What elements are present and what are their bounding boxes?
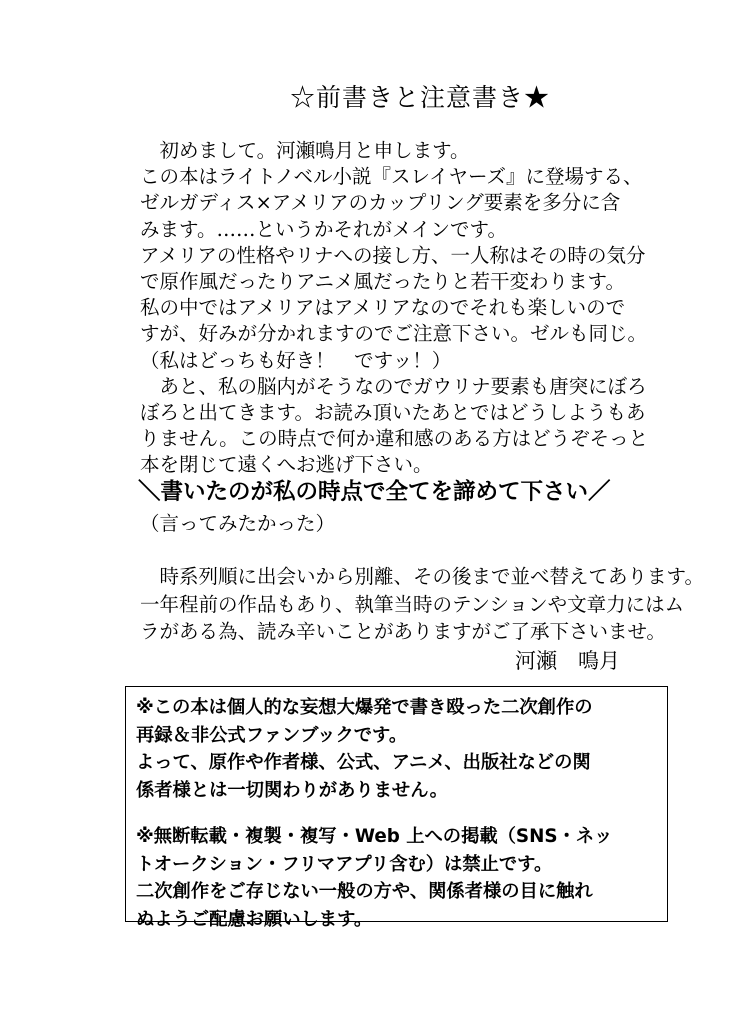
intro-line: あと、私の脳内がそうなのでガウリナ要素も唐突にぼろ: [140, 374, 647, 398]
notice-line: ※無断転載・複製・複写・Web 上への掲載（SNS・ネッ: [136, 826, 613, 847]
notice-line: 二次創作をご存じない一般の方や、関係者様の目に触れ: [136, 881, 593, 902]
intro-line: みます。……というかそれがメインです。: [140, 217, 507, 241]
intro-line: で原作風だったりアニメ風だったりと若干変わります。: [140, 269, 625, 293]
notice-line: よって、原作や作者様、公式、アニメ、出版社などの関: [136, 752, 591, 773]
intro-paragraph: [140, 138, 670, 478]
notice-line: ぬようご配慮お願いします。: [136, 908, 373, 930]
intro-line: アメリアの性格やリナへの接し方、一人称はその時の気分: [140, 243, 646, 267]
intro-line: ゼルガディス×アメリアのカップリング要素を多分に含: [140, 191, 621, 215]
notice-line: 係者様とは一切関わりがありません。: [136, 779, 448, 801]
intro-line: （私はどっちも好き！ ですッ！）: [140, 348, 452, 372]
intro-line: 本を閉じて遠くへお逃げ下さい。: [140, 453, 433, 477]
closing-line: 一年程前の作品もあり、執筆当時のテンションや文章力にはム: [140, 592, 685, 616]
notice-box: [125, 686, 668, 930]
intro-line: 私の中ではアメリアはアメリアなのでそれも楽しいので: [140, 296, 626, 320]
intro-line: この本はライトノベル小説『スレイヤーズ』に登場する、: [140, 165, 643, 189]
notice-line: トオークション・フリマアプリ含む）は禁止です。: [136, 853, 553, 875]
intro-line: ぼろと出てきます。お読み頂いたあとではどうしようもあ: [140, 400, 646, 424]
section-heading: ＼書いたのが私の時点で全てを諦めて下さい／: [138, 479, 611, 505]
aside-note: （言ってみたかった）: [140, 512, 336, 535]
intro-line: りません。この時点で何か違和感のある方はどうぞそっと: [140, 427, 649, 451]
closing-paragraph: [140, 563, 704, 646]
page-title: ☆前書きと注意書き★: [290, 83, 551, 112]
notice-line: 再録＆非公式ファンブックです。: [136, 724, 408, 746]
notice-line: ※この本は個人的な妄想大爆発で書き殴った二次創作の: [136, 697, 593, 718]
author-signature: 河瀬 鳴月: [515, 649, 620, 673]
notice-spacer: [136, 804, 667, 823]
closing-line: 時系列順に出会いから別離、その後まで並べ替えてあります。: [140, 565, 704, 588]
intro-line: 初めまして。河瀬鳴月と申します。: [140, 139, 470, 162]
intro-line: すが、好みが分かれますのでご注意下さい。ゼルも同じ。: [140, 322, 648, 346]
closing-line: ラがある為、読み辛いことがありますがご了承下さいませ。: [140, 620, 666, 643]
